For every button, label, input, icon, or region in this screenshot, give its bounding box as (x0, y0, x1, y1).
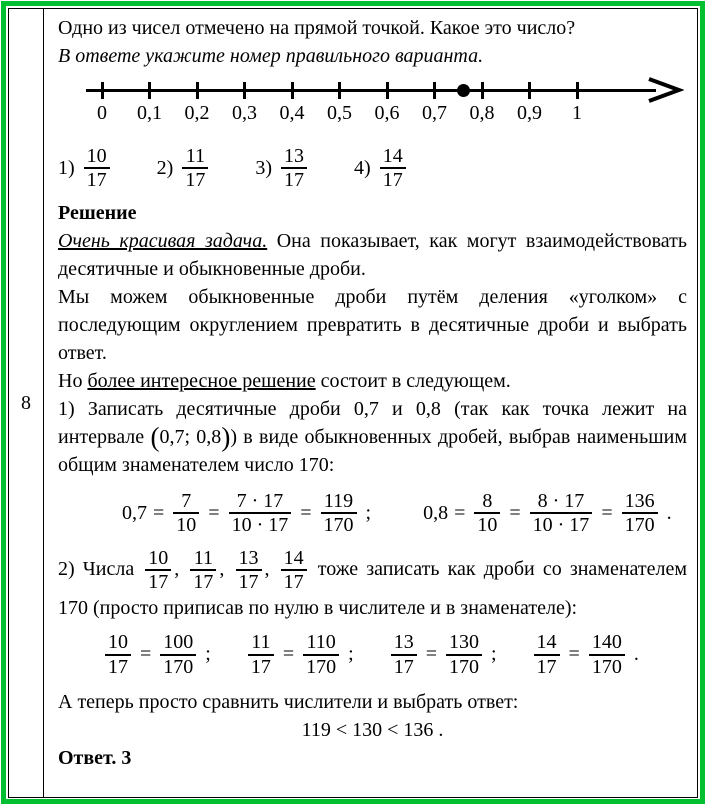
option-number: 2) (156, 156, 174, 179)
fraction-numerator: 14 (380, 145, 406, 169)
equation-row-2 (102, 626, 687, 684)
tick-label: 0,4 (279, 102, 305, 124)
tick-label: 0,9 (517, 102, 542, 124)
solution-step-2 (58, 547, 687, 622)
fraction: $\frac{8}{10}$ (474, 490, 500, 537)
equals-sign: = (300, 501, 312, 524)
problem-content (44, 9, 697, 797)
equation-11-17 (245, 631, 354, 678)
text-run: состоит в следующем. (315, 370, 511, 392)
fraction (281, 145, 307, 192)
number-line (58, 73, 687, 129)
separator: . (633, 643, 639, 666)
fraction: $\frac{140}{170}$ (589, 631, 625, 678)
question-prompt: Одно из чисел отмечено на прямой точкой. Какое это число? (58, 17, 576, 39)
tick-label: 0,3 (232, 102, 257, 124)
separator: ; (490, 643, 497, 666)
problem-card-frame (1, 1, 705, 804)
equals-sign: = (601, 501, 613, 524)
answer-option-3 (255, 145, 310, 192)
equals-sign: = (509, 501, 521, 524)
tick-label: 0,5 (327, 102, 352, 124)
text-run: Она показывает, как могут взаимодействовать десятичные и обыкновенные дроби. (58, 230, 688, 280)
fraction: $\frac{11}{17}$ (190, 547, 216, 594)
tick-mark (148, 82, 151, 99)
fraction: $\frac{7 \cdot 17}{10 \cdot 17}$ (229, 490, 292, 537)
tick-mark (291, 82, 294, 99)
tick-mark (576, 82, 579, 99)
fraction: $\frac{7}{10}$ (173, 490, 199, 537)
equation-row-1 (122, 484, 687, 542)
number-line-axis (86, 89, 656, 92)
problem-number-cell (9, 9, 44, 797)
separator: ; (205, 643, 211, 666)
fraction-denominator: 17 (382, 169, 403, 191)
equals-sign: = (425, 643, 437, 666)
tick-mark (101, 82, 104, 99)
equals-sign: = (454, 501, 466, 524)
right-paren: ) (221, 422, 231, 452)
fraction: $\frac{10}{17}$ (105, 631, 131, 678)
tick-mark (433, 82, 436, 99)
text-run: 1) Записать десятичные дроби 0,7 и 0,8 (так как точка лежит на интервале (58, 398, 687, 448)
tick-mark (386, 82, 389, 99)
solution-heading: Решение (58, 202, 137, 224)
problem-table (8, 8, 698, 798)
emphasized-phrase: Очень красивая задача. (58, 230, 268, 252)
answer-option-4 (354, 145, 409, 192)
fraction: $\frac{119}{170}$ (321, 490, 357, 537)
fraction-numerator: 11 (182, 145, 208, 169)
tick-label: 0,6 (374, 102, 400, 124)
fraction-denominator: 17 (86, 169, 107, 191)
tick-label: 0,1 (137, 102, 162, 124)
equation-10-17 (102, 631, 211, 678)
tick-label: 0,2 (184, 102, 210, 124)
equation-lhs: 0,7 (122, 501, 147, 524)
solution-paragraph-3 (58, 367, 687, 395)
equation-0-7 (122, 490, 371, 537)
equals-sign: = (568, 643, 580, 666)
text-run: тоже записать как дроби со знаменателем 170 (просто приписав по нулю в числителе и в знаменателе): (58, 557, 688, 619)
separator: , (264, 557, 270, 580)
separator: , (174, 557, 180, 580)
problem-number: 8 (21, 391, 31, 414)
arrowhead-icon (646, 76, 684, 104)
fraction-denominator: 17 (284, 169, 305, 191)
text-run: 2) Числа (58, 557, 143, 580)
fraction (84, 145, 110, 192)
equals-sign: = (282, 643, 295, 666)
option-number: 3) (255, 156, 273, 179)
underlined-phrase: более интересное решение (87, 370, 316, 392)
fraction: $\frac{14}{17}$ (534, 631, 560, 678)
fraction (182, 145, 208, 192)
fraction: $\frac{100}{170}$ (160, 631, 196, 678)
option-number: 1) (58, 156, 75, 179)
text-run: ) в виде обыкновенных дробей, выбрав наименьшим общим знаменателем число 170: (58, 426, 688, 476)
point-marker (457, 84, 470, 97)
answer-option-1 (58, 145, 113, 192)
tick-mark (481, 82, 484, 99)
answer-option-2 (157, 145, 212, 192)
fraction: $\frac{10}{17}$ (145, 547, 171, 594)
separator: . (666, 501, 672, 524)
tick-label: 0 (97, 102, 107, 124)
option-number: 4) (354, 156, 371, 179)
final-answer: Ответ. 3 (58, 746, 132, 769)
tick-mark (196, 82, 199, 99)
fraction: $\frac{14}{17}$ (281, 547, 307, 594)
solution-paragraph-6: А теперь просто сравнить числители и выбрать ответ: (58, 690, 519, 713)
fraction: $\frac{13}{17}$ (391, 631, 417, 678)
solution-step-1 (58, 395, 687, 479)
solution-paragraph-1 (58, 227, 687, 283)
tick-mark (528, 82, 531, 99)
fraction: $\frac{110}{170}$ (303, 631, 339, 678)
tick-label: 0,8 (469, 102, 495, 124)
equals-sign: = (140, 643, 152, 666)
text-run: Но (58, 370, 88, 392)
fraction-numerator: 10 (84, 145, 110, 169)
separator: ; (348, 643, 354, 666)
separator: , (219, 557, 225, 580)
separator: ; (365, 501, 372, 524)
equals-sign: = (208, 501, 220, 524)
tick-mark (243, 82, 246, 99)
tick-label: 1 (572, 102, 582, 124)
interval-text: 0,7; 0,8 (159, 426, 222, 448)
solution-paragraph-2: Мы можем обыкновенные дроби путём деления «уголком» с последующим округлением превратить в десятичные дроби и выбрать ответ. (58, 286, 687, 364)
tick-label: 0,7 (422, 102, 447, 124)
comparison-line: 119 < 130 < 136 . (301, 718, 444, 741)
fraction-numerator: 13 (281, 145, 307, 169)
fraction: $\frac{13}{17}$ (236, 547, 262, 594)
answer-options (58, 139, 687, 197)
equals-sign: = (153, 501, 165, 524)
equation-0-8 (423, 490, 672, 537)
fraction (380, 145, 406, 192)
fraction: $\frac{136}{170}$ (622, 490, 658, 537)
fraction-denominator: 17 (185, 169, 206, 191)
question-instruction: В ответе укажите номер правильного варианта. (58, 45, 484, 67)
fraction: $\frac{130}{170}$ (446, 631, 482, 678)
tick-mark (338, 82, 341, 99)
left-paren: ( (150, 422, 160, 452)
equation-lhs: 0,8 (423, 501, 449, 524)
equation-13-17 (388, 631, 497, 678)
fraction: $\frac{8 \cdot 17}{10 \cdot 17}$ (530, 490, 593, 537)
fraction: $\frac{11}{17}$ (248, 631, 274, 678)
equation-14-17 (531, 631, 639, 678)
